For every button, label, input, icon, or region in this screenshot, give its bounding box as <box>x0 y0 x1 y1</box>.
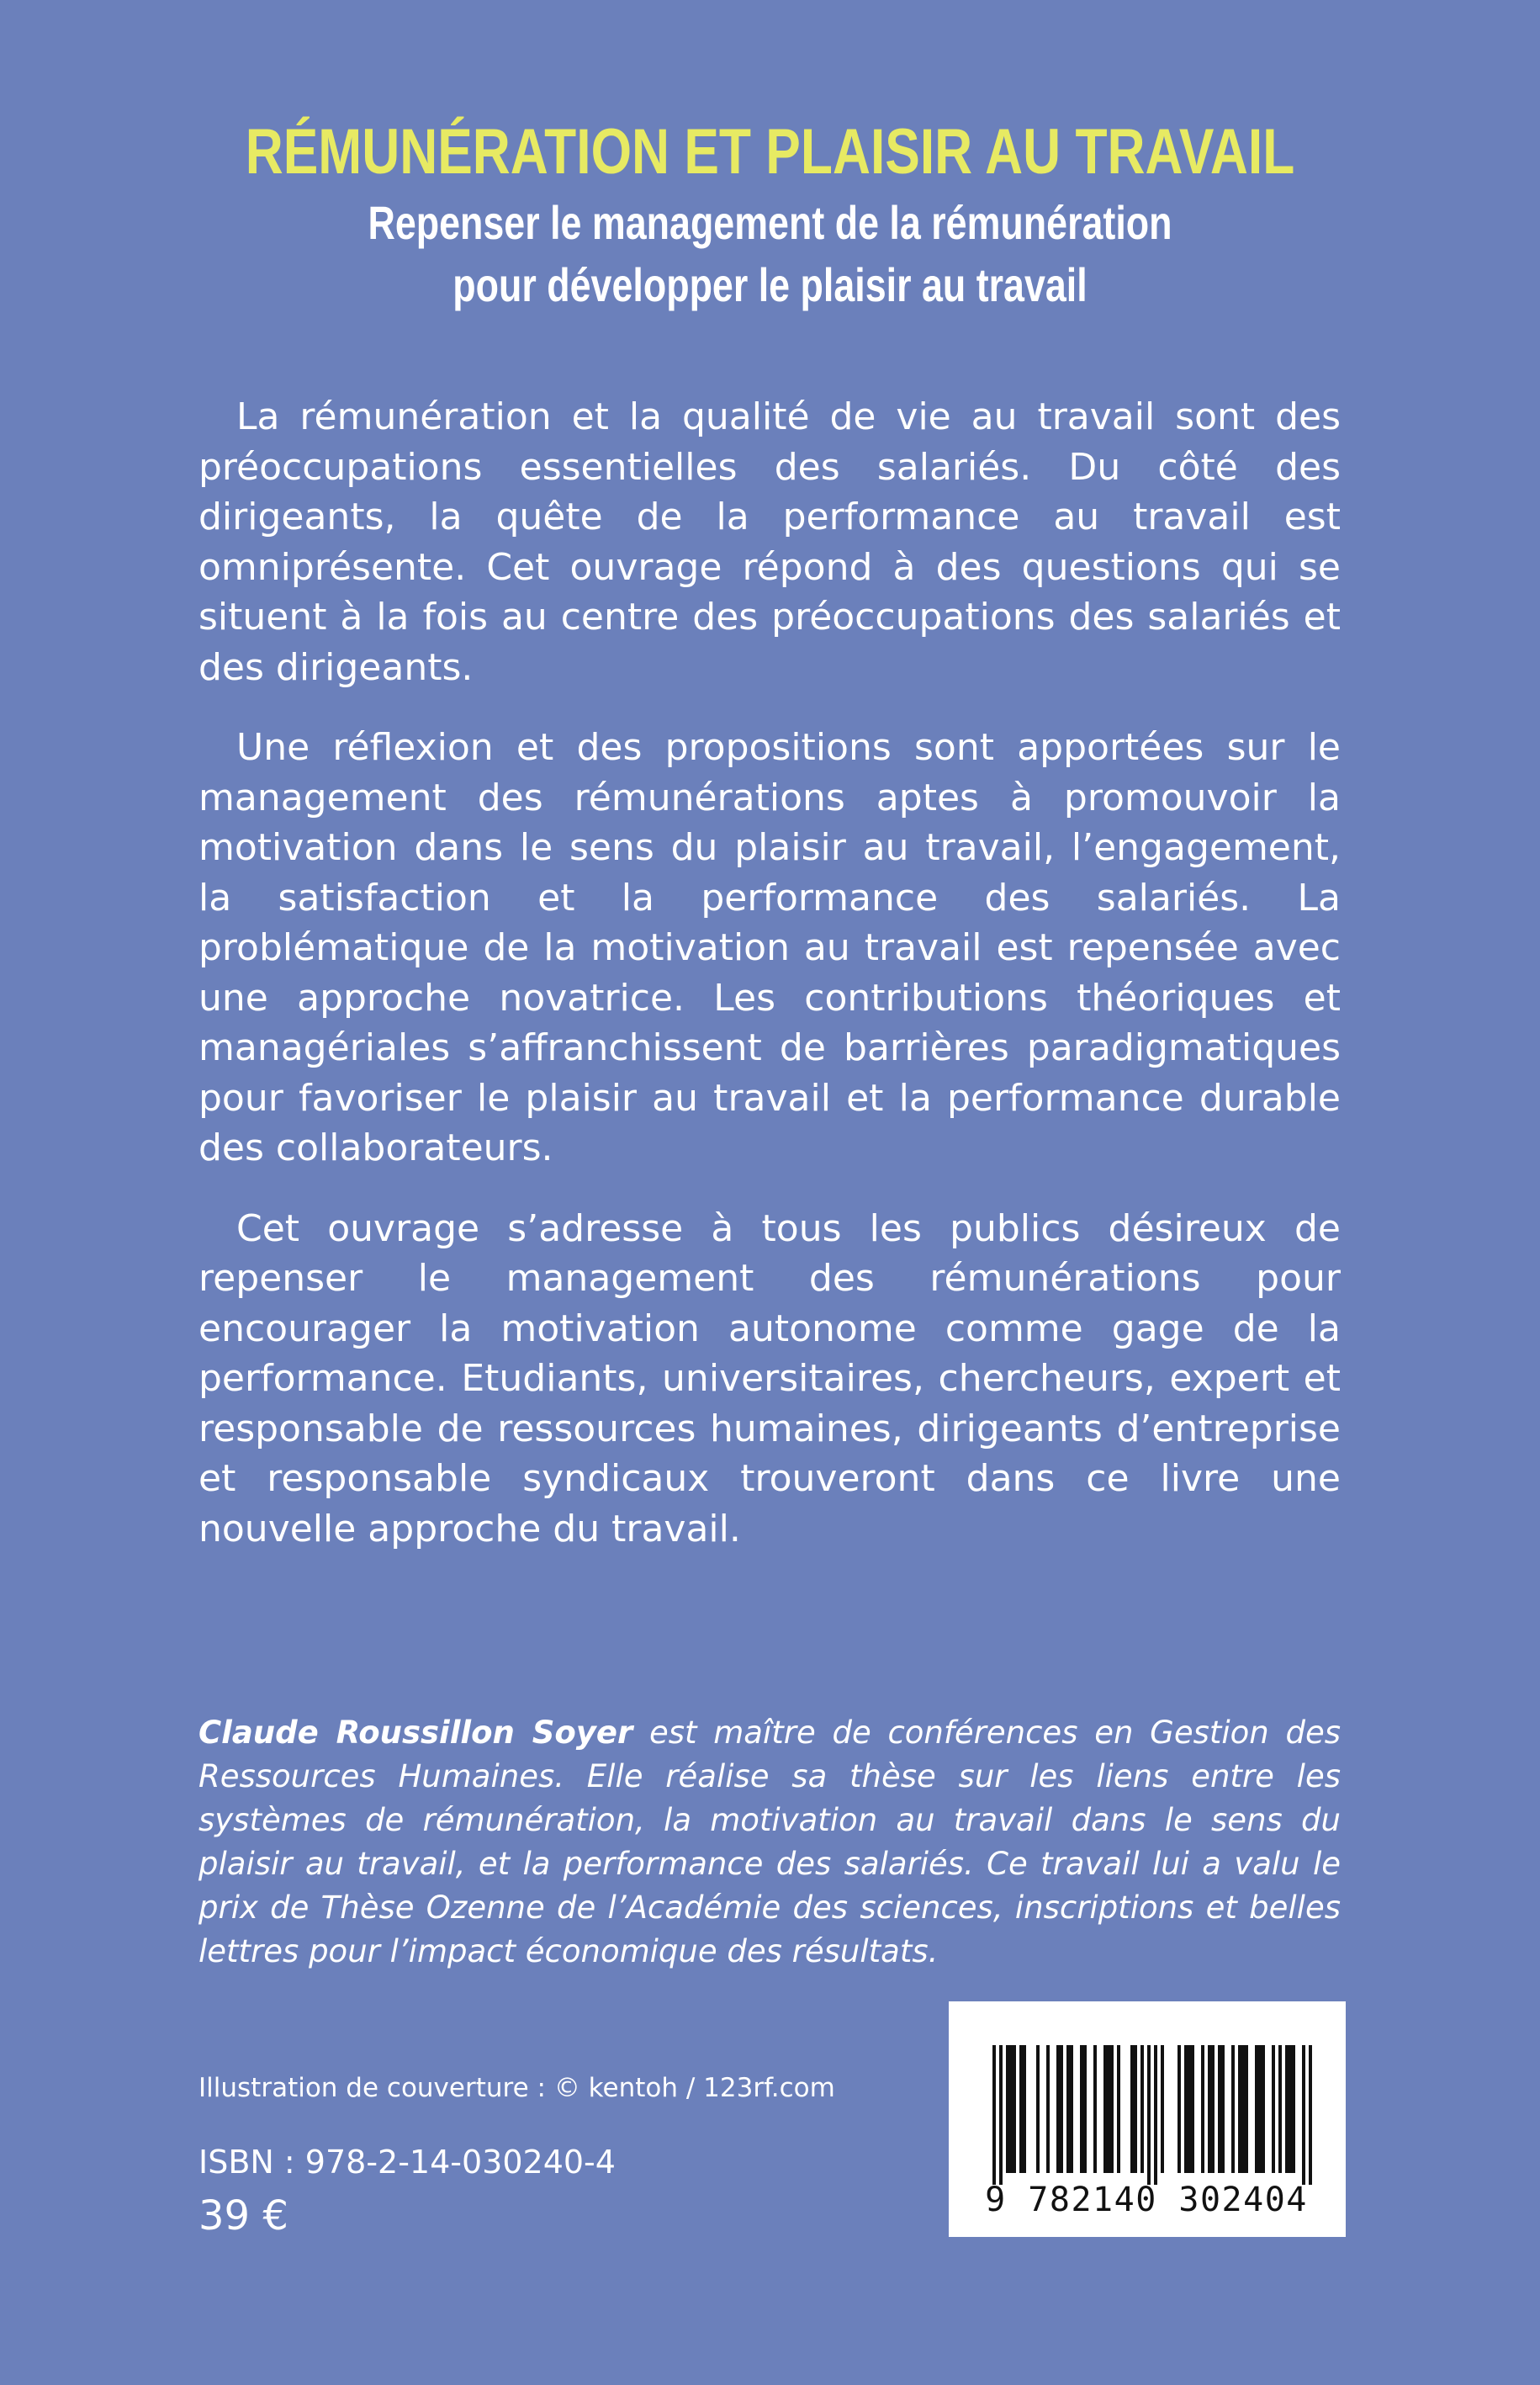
author-name: Claude Roussillon Soyer <box>198 1715 633 1751</box>
barcode-bar <box>1093 2045 1097 2173</box>
price: 39 € <box>198 2192 288 2239</box>
barcode-bar <box>1231 2045 1235 2173</box>
barcode-bar <box>1285 2045 1289 2173</box>
barcode-bar <box>1241 2045 1245 2173</box>
barcode-bar <box>1238 2045 1241 2173</box>
author-bio-text: est maître de conférences en Gestion des Ressources Humaines. Elle réalise sa thèse sur les liens entre les systèmes de rémunération, la motivation au travail dans le sens du plaisir au travail, et la performance des salariés. Ce travail lui a valu le prix de Thèse Ozenne de l’Académie des sciences, inscriptions et belles lettres pour l’impact économique des résultats. <box>198 1715 1342 1969</box>
barcode-bar <box>1201 2045 1204 2173</box>
barcode-bar <box>1103 2045 1107 2173</box>
barcode-bar <box>1080 2045 1083 2173</box>
barcode-bar <box>1147 2045 1151 2185</box>
barcode-bar <box>1140 2045 1144 2173</box>
barcode-bar <box>1302 2045 1305 2185</box>
barcode-bar <box>1154 2045 1157 2185</box>
barcode-bar <box>1066 2045 1070 2173</box>
barcode-bar <box>1245 2045 1248 2173</box>
blurb-paragraph-2: Une réflexion et des propositions sont apportées sur le management des rémunérations aptes à promouvoir la motivation dans le sens du plaisir au travail, l’engagement, la satisfaction et la performance des salariés. La problématique de la motivation au travail est repensée avec une approche novatrice. Les contributions théoriques et managériales s’affranchissent de barrières paradigmatiques pour favoriser le plaisir au travail et la performance durable des collaborateurs. <box>198 726 1341 1169</box>
barcode-bar <box>1211 2045 1215 2173</box>
barcode-bar <box>1255 2045 1258 2173</box>
blurb <box>198 392 1341 1584</box>
barcode-bar <box>1208 2045 1211 2173</box>
barcode-bar <box>1130 2045 1134 2173</box>
barcode-bar <box>1009 2045 1013 2173</box>
barcode-bar <box>1218 2045 1221 2173</box>
barcode-number: 9 782140 302404 <box>985 2181 1308 2219</box>
barcode-bar <box>992 2045 996 2185</box>
barcode-bar <box>1221 2045 1225 2173</box>
barcode-bar <box>1292 2045 1295 2173</box>
barcode-bar <box>1262 2045 1265 2173</box>
barcode-bar <box>1006 2045 1009 2173</box>
illustration-credit: Illustration de couverture : © kentoh / 123rf.com <box>198 2073 835 2103</box>
barcode-bar <box>1110 2045 1114 2173</box>
blurb-paragraph-3: Cet ouvrage s’adresse à tous les publics désireux de repenser le management des rémunérations pour encourager la motivation autonome comme gage de la performance. Etudiants, universitaires, chercheurs, expert et responsable de ressources humaines, dirigeants d’entreprise et responsable syndicaux trouveront dans ce livre une nouvelle approche du travail. <box>198 1206 1341 1550</box>
barcode-bar <box>1019 2045 1023 2173</box>
barcode-bar <box>1161 2045 1164 2173</box>
book-subtitle-line-1: Repenser le management de la rémunération <box>368 196 1172 249</box>
barcode-bar <box>1060 2045 1063 2173</box>
barcode-bar <box>1188 2045 1191 2173</box>
barcode-bar <box>1258 2045 1262 2173</box>
barcode-bar <box>1278 2045 1282 2173</box>
author-bio <box>198 1711 1341 1974</box>
barcode-bar <box>1046 2045 1050 2173</box>
barcode-bar <box>1056 2045 1060 2173</box>
barcode-bar <box>1134 2045 1137 2173</box>
barcode-bar <box>1083 2045 1087 2173</box>
barcode-bar <box>1117 2045 1120 2173</box>
book-subtitle-line-2: pour développer le plaisir au travail <box>452 258 1088 311</box>
barcode-bar <box>1070 2045 1073 2173</box>
barcode-bar <box>1177 2045 1181 2173</box>
barcode <box>949 2001 1346 2237</box>
blurb-paragraph-1: La rémunération et la qualité de vie au travail sont des préoccupations essentielles des salariés. Du côté des dirigeants, la quête de la performance au travail est omniprésente. Cet ouvrage répond à des questions qui se situent à la fois au centre des préoccupations des salariés et des dirigeants. <box>198 395 1341 689</box>
book-title: RÉMUNÉRATION ET PLAISIR AU TRAVAIL <box>245 116 1295 188</box>
barcode-bar <box>1023 2045 1026 2173</box>
barcode-bar <box>1184 2045 1188 2173</box>
barcode-bar <box>1036 2045 1040 2173</box>
isbn: ISBN : 978-2-14-030240-4 <box>198 2144 616 2181</box>
barcode-bar <box>1107 2045 1110 2173</box>
barcode-bar <box>1309 2045 1312 2185</box>
barcode-bar <box>1191 2045 1194 2173</box>
barcode-bar <box>1272 2045 1275 2173</box>
barcode-bar <box>1013 2045 1016 2173</box>
barcode-bar <box>999 2045 1003 2185</box>
barcode-bar <box>1289 2045 1292 2173</box>
